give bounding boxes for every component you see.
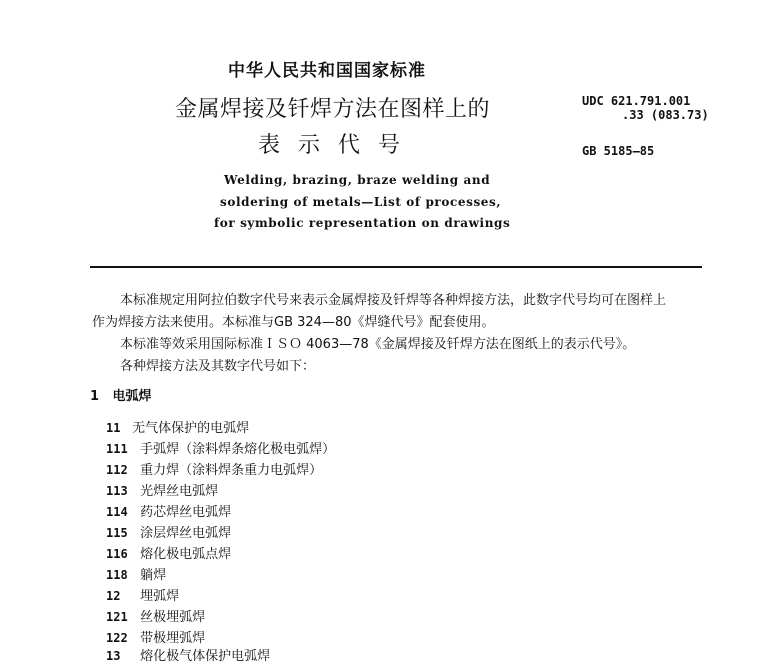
standard-org-heading: 中华人民共和国国家标准 (228, 61, 426, 81)
item-code: 11 (106, 421, 121, 435)
header-divider (90, 266, 702, 268)
item-code: 118 (106, 568, 128, 582)
item-label: 无气体保护的电弧焊 (132, 421, 250, 436)
list-item (106, 501, 231, 520)
intro-paragraph-line2: 作为焊接方法来使用。本标准与GB 324—80《焊缝代号》配套使用。 (92, 315, 495, 330)
equivalence-paragraph: 本标准等效采用国际标准ＩＳＯ 4063—78《金属焊接及钎焊方法在图纸上的表示代号》。 (120, 337, 636, 352)
list-item (106, 627, 205, 646)
list-item (106, 585, 179, 604)
english-title-line1: Welding, brazing, braze welding and (224, 173, 491, 187)
list-intro-paragraph: 各种焊接方法及其数字代号如下： (120, 359, 316, 374)
item-code: 112 (106, 463, 128, 477)
udc-classification (582, 94, 709, 122)
english-title-line3: for symbolic representation on drawings (214, 216, 511, 230)
udc-line2: .33 (083.73) (622, 108, 709, 122)
item-label: 熔化极电弧点焊 (140, 547, 232, 562)
list-item (106, 645, 270, 664)
item-label: 重力焊（涂料焊条重力电弧焊） (140, 463, 323, 478)
document-title-line1: 金属焊接及钎焊方法在图样上的 (175, 97, 491, 122)
section-title: 电弧焊 (112, 389, 152, 404)
list-item (106, 480, 218, 499)
item-code: 114 (106, 505, 128, 519)
item-code: 121 (106, 610, 128, 624)
list-item (106, 417, 249, 436)
item-code: 122 (106, 631, 128, 645)
item-label: 带极埋弧焊 (140, 631, 206, 646)
item-label: 埋弧焊 (140, 589, 180, 604)
document-title-line2: 表示代号 (258, 133, 419, 158)
item-label: 光焊丝电弧焊 (140, 484, 219, 499)
item-label: 药芯焊丝电弧焊 (140, 505, 232, 520)
section-number: 1 (90, 389, 100, 404)
list-item (106, 438, 335, 457)
gb-number: GB 5185—85 (582, 144, 655, 158)
english-title-line2: soldering of metals—List of processes, (220, 195, 502, 209)
item-code: 12 (106, 589, 121, 603)
item-label: 躺焊 (140, 568, 167, 583)
item-code: 116 (106, 547, 128, 561)
item-code: 115 (106, 526, 128, 540)
item-label: 熔化极气体保护电弧焊 (140, 649, 271, 664)
list-item (106, 522, 231, 541)
list-item (106, 543, 231, 562)
item-label: 手弧焊（涂料焊条熔化极电弧焊） (140, 442, 336, 457)
list-item (106, 564, 166, 583)
udc-line1: UDC 621.791.001 (582, 94, 691, 108)
list-item (106, 459, 322, 478)
item-code: 13 (106, 649, 121, 663)
list-item (106, 606, 205, 625)
section-heading (90, 385, 152, 404)
intro-paragraph-line1: 本标准规定用阿拉伯数字代号来表示金属焊接及钎焊等各种焊接方法，此数字代号均可在图样上 (120, 293, 667, 308)
item-code: 113 (106, 484, 128, 498)
item-label: 涂层焊丝电弧焊 (140, 526, 232, 541)
item-code: 111 (106, 442, 128, 456)
item-label: 丝极埋弧焊 (140, 610, 206, 625)
